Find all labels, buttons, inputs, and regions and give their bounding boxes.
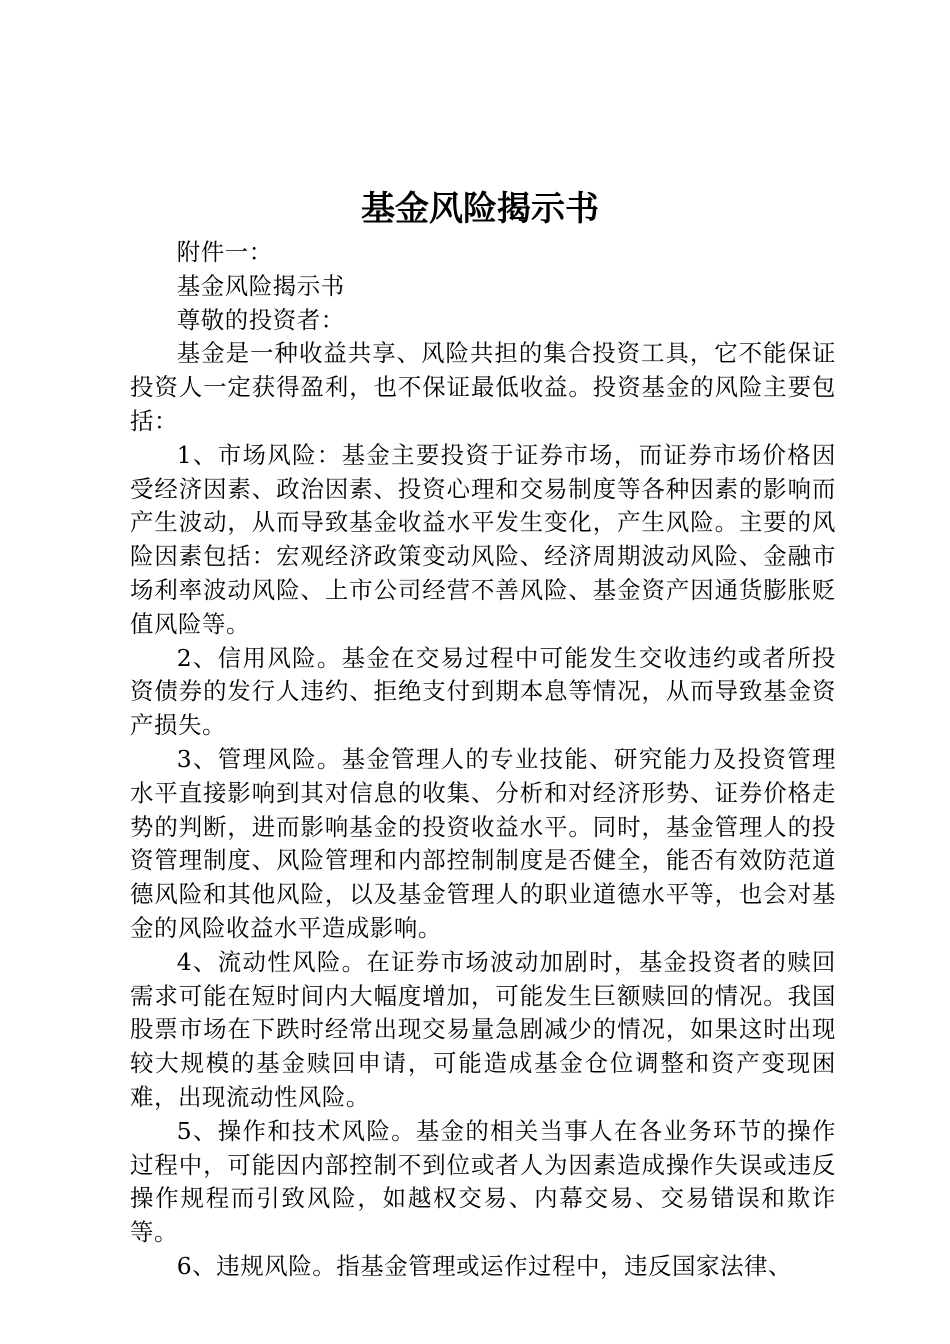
operational-risk-paragraph: 5、操作和技术风险。基金的相关当事人在各业务环节的操作过程中，可能因内部控制不到位或者人为因素造成操作失误或违反操作规程而引致风险，如越权交易、内幕交易、交易错误和欺诈等。 (130, 1116, 836, 1247)
compliance-risk-paragraph: 6、违规风险。指基金管理或运作过程中，违反国家法律、 (176, 1251, 793, 1280)
attachment-label: 附件一： (176, 238, 273, 266)
salutation: 尊敬的投资者： (176, 305, 345, 334)
document-body (130, 236, 836, 1284)
subtitle: 基金风险揭示书 (176, 271, 345, 300)
liquidity-risk-paragraph: 4、流动性风险。在证券市场波动加剧时，基金投资者的赎回需求可能在短时间内大幅度增加，可能发生巨额赎回的情况。我国股票市场在下跌时经常出现交易量急剧减少的情况，如果这时出现较大规模的基金赎回申请，可能造成基金仓位调整和资产变现困难，出现流动性风险。 (130, 947, 836, 1111)
intro-paragraph: 基金是一种收益共享、风险共担的集合投资工具，它不能保证投资人一定获得盈利，也不保证最低收益。投资基金的风险主要包括： (130, 339, 836, 435)
management-risk-paragraph: 3、管理风险。基金管理人的专业技能、研究能力及投资管理水平直接影响到其对信息的收集、分析和对经济形势、证券价格走势的判断，进而影响基金的投资收益水平。同时，基金管理人的投资管理制度、风险管理和内部控制制度是否健全，能否有效防范道德风险和其他风险，以及基金管理人的职业道德水平等，也会对基金的风险收益水平造成影响。 (130, 744, 836, 942)
credit-risk-paragraph: 2、信用风险。基金在交易过程中可能发生交收违约或者所投资债券的发行人违约、拒绝支付到期本息等情况，从而导致基金资产损失。 (130, 643, 836, 740)
market-risk-paragraph: 1、市场风险：基金主要投资于证券市场，而证券市场价格因受经济因素、政治因素、投资心理和交易制度等各种因素的影响而产生波动，从而导致基金收益水平发生变化，产生风险。主要的风险因素包括：宏观经济政策变动风险、经济周期波动风险、金融市场利率波动风险、上市公司经营不善风险、基金资产因通货膨胀贬值风险等。 (130, 440, 836, 638)
document-title: 基金风险揭示书 (361, 189, 599, 229)
